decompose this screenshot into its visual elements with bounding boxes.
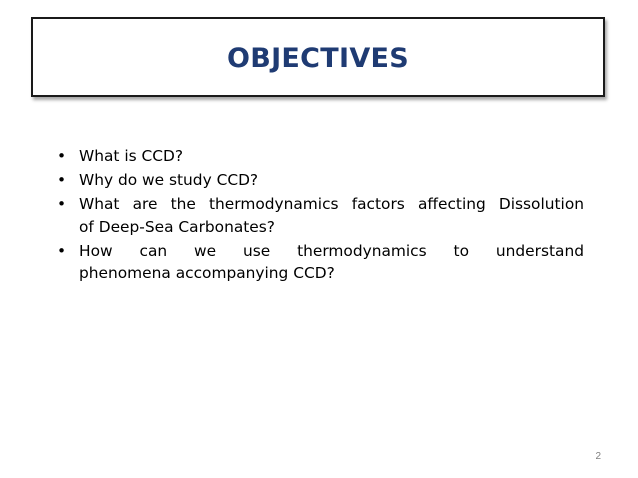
bullet-list: [57, 145, 584, 286]
bullet-icon: •: [57, 171, 67, 189]
bullet-item: [57, 240, 584, 285]
bullet-text-line-1: How can we use thermodynamics to understand: [79, 241, 584, 260]
bullet-icon: •: [57, 147, 67, 165]
bullet-text: Why do we study CCD?: [79, 171, 259, 189]
bullet-icon: •: [57, 195, 67, 213]
bullet-item: [57, 193, 584, 238]
bullet-item: [57, 145, 584, 168]
bullet-icon: •: [57, 241, 67, 260]
bullet-text-line-2: phenomena accompanying CCD?: [79, 264, 335, 282]
bullet-text: What is CCD?: [79, 147, 184, 165]
bullet-text-line-1: What are the thermodynamics factors affecting Dissolution: [79, 195, 584, 213]
title-box: [31, 17, 605, 97]
page-number: 2: [595, 451, 601, 462]
slide-title: OBJECTIVES: [226, 42, 410, 74]
bullet-item: [57, 169, 584, 192]
bullet-text-line-2: of Deep-Sea Carbonates?: [79, 217, 275, 236]
